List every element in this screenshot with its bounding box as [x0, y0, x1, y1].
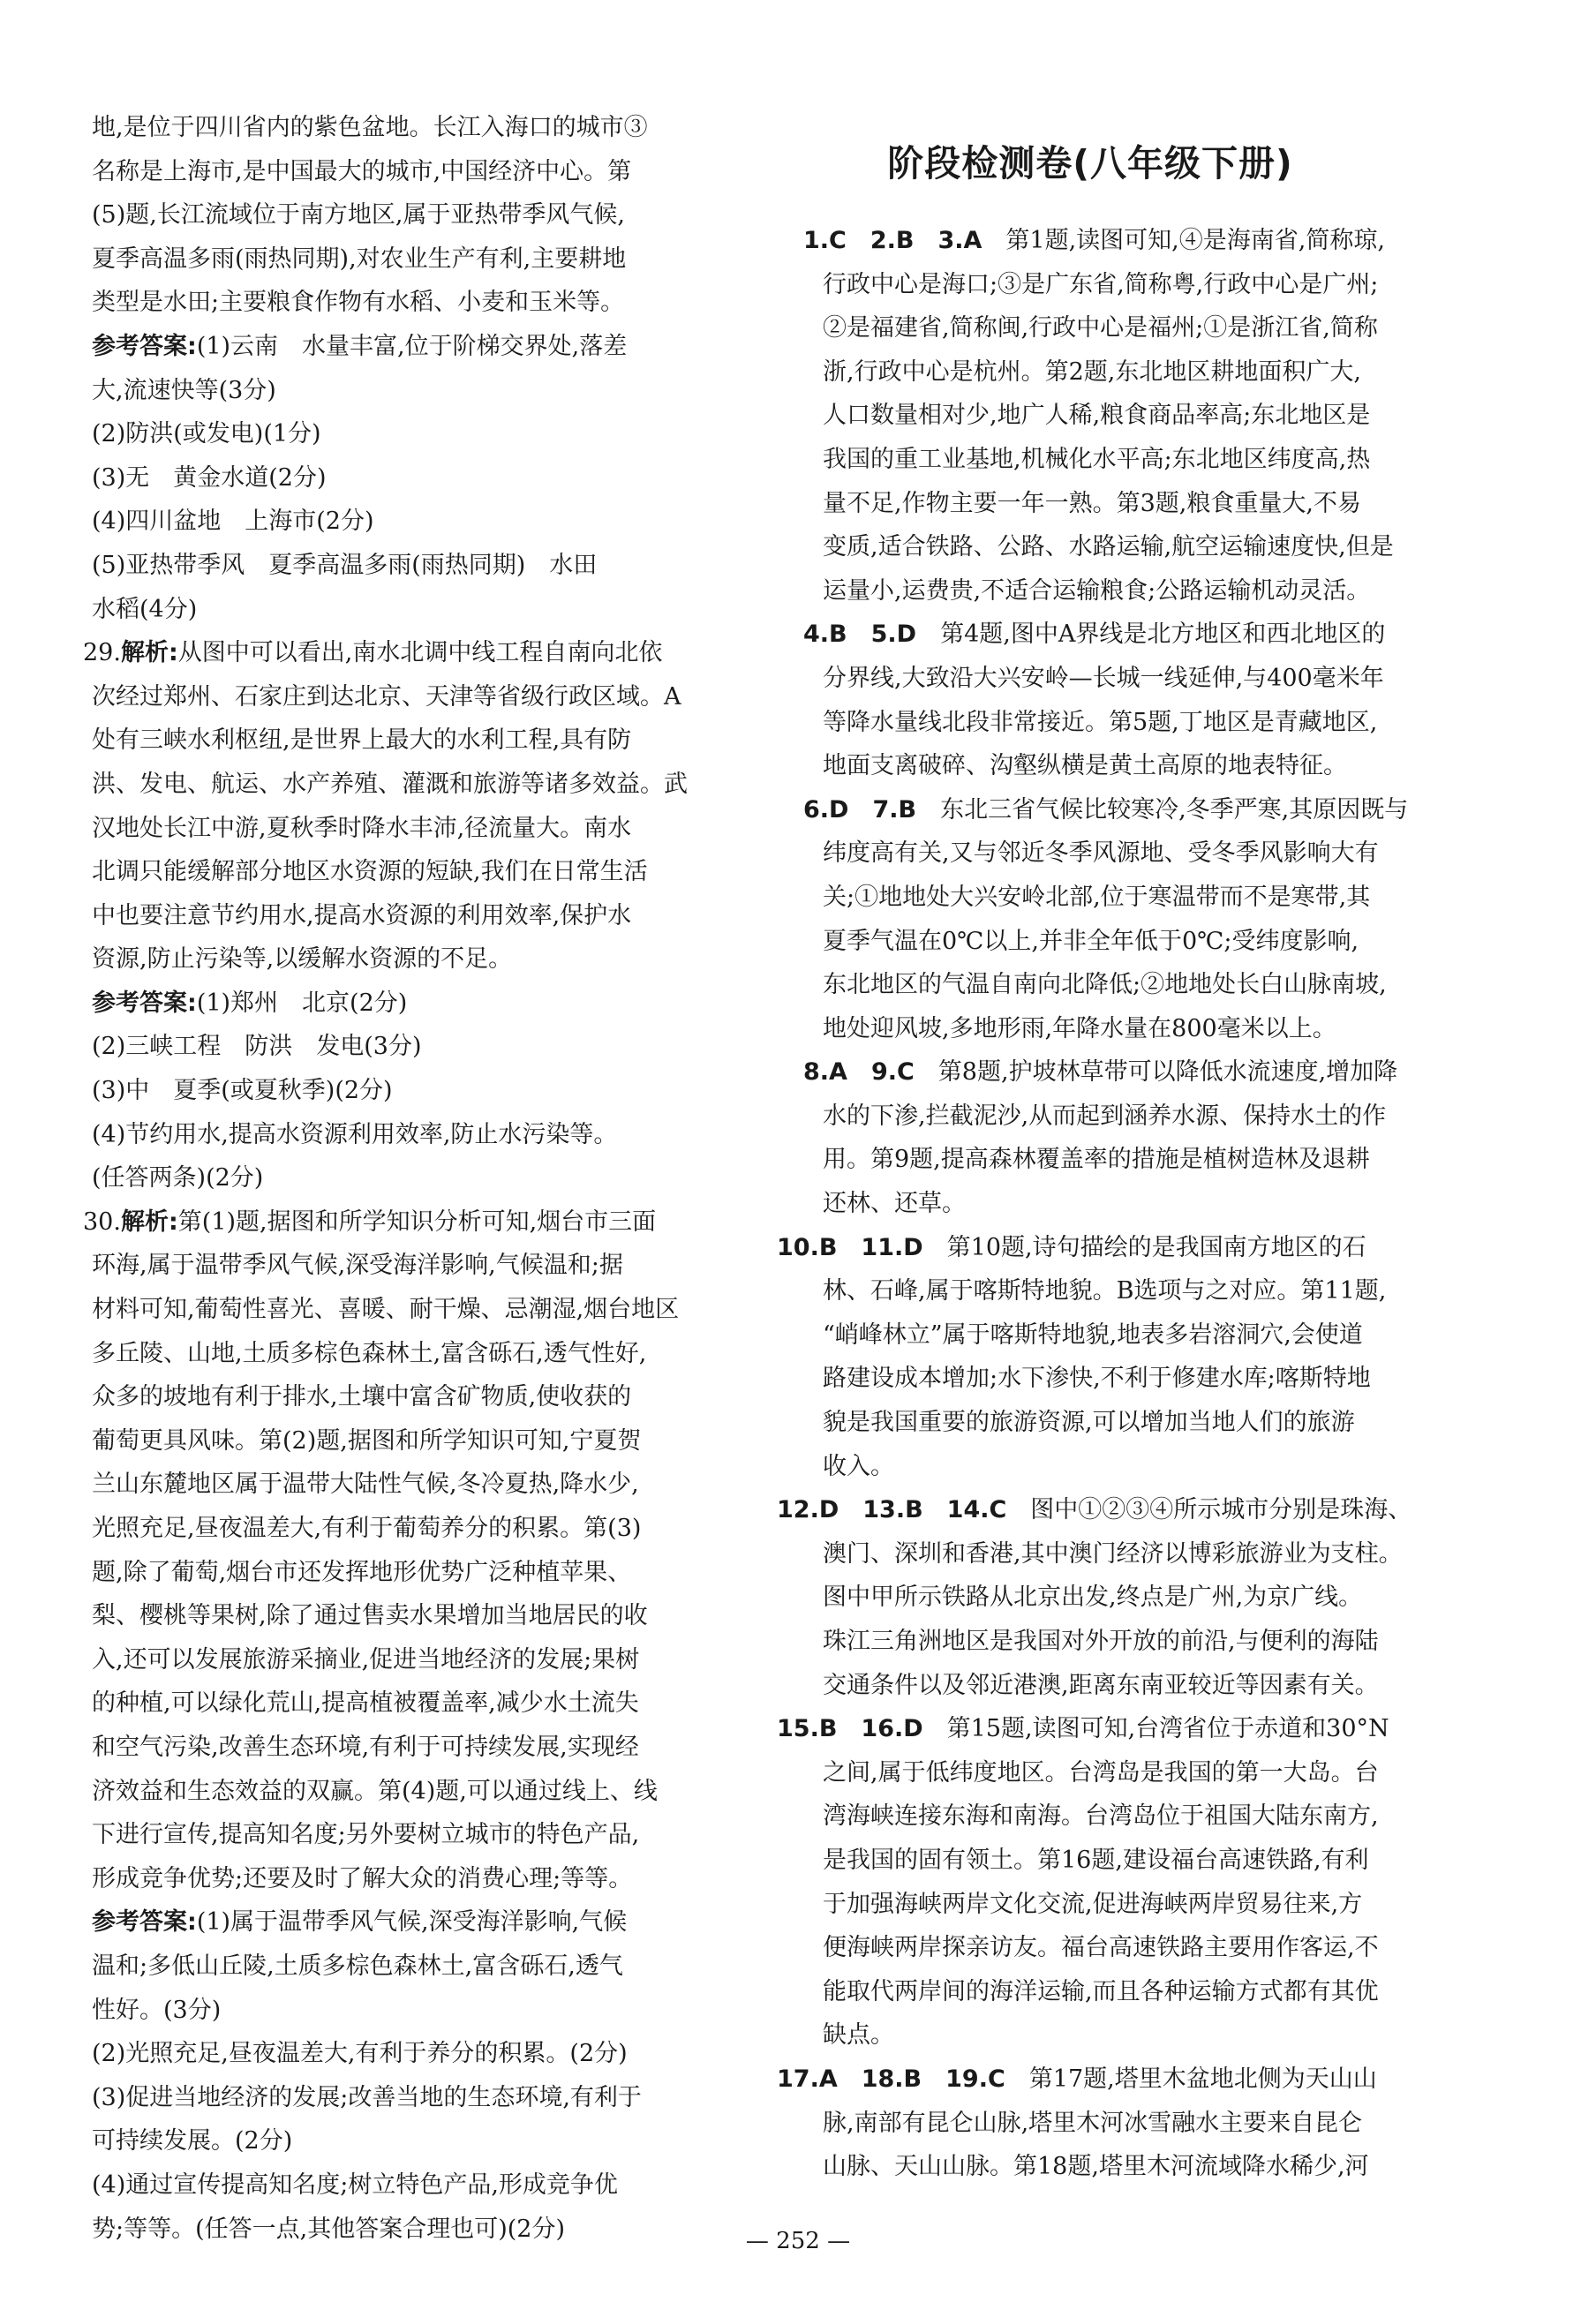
- line-text: 水稻(4分): [92, 595, 198, 623]
- text-line: [768, 876, 1412, 920]
- bold-label: 10.B 11.D: [777, 1233, 923, 1261]
- text-line: [768, 394, 1412, 438]
- line-text: 东北三省气候比较寒冷,冬季严寒,其原因既与: [916, 795, 1409, 824]
- line-text: 第(1)题,据图和所学知识分析可知,烟台市三面: [177, 1207, 657, 1236]
- line-text: 能取代两岸间的海洋运输,而且各种运输方式都有其优: [823, 1977, 1379, 2005]
- line-text: 从图中可以看出,南水北调中线工程自南向北依: [177, 639, 663, 667]
- line-text: 我国的重工业基地,机械化水平高;东北地区纬度高,热: [823, 445, 1371, 473]
- line-text: 运量小,运费贵,不适合运输粮食;公路运输机动灵活。: [823, 576, 1371, 605]
- line-text: (1)郑州 北京(2分): [196, 989, 408, 1017]
- text-line: [83, 369, 696, 413]
- text-line: [83, 325, 696, 369]
- right-column: [768, 219, 1412, 2189]
- text-line: [83, 1244, 696, 1288]
- line-text: 珠江三角洲地区是我国对外开放的前沿,与便利的海陆: [823, 1628, 1379, 1655]
- bold-label: 解析:: [120, 639, 178, 667]
- text-line: [83, 588, 696, 632]
- text-line: [83, 1900, 696, 1945]
- text-line: [768, 1532, 1412, 1576]
- text-line: [83, 1069, 696, 1113]
- bold-label: 参考答案:: [92, 989, 197, 1017]
- line-text: (3)促进当地经济的发展;改善当地的生态环境,有利于: [92, 2083, 642, 2111]
- line-text: (4)通过宣传提高知名度;树立特色产品,形成竞争优: [92, 2170, 618, 2199]
- text-line: [83, 1156, 696, 1200]
- text-line: [768, 963, 1412, 1007]
- text-line: [83, 763, 696, 807]
- text-line: [83, 894, 696, 938]
- line-text: 分界线,大致沿大兴安岭—长城一线延伸,与400毫米年: [823, 664, 1384, 692]
- text-line: [768, 1620, 1412, 1664]
- line-text: 性好。(3分): [92, 1996, 222, 2024]
- text-line: [768, 1926, 1412, 1970]
- line-text: 地面支离破碎、沟壑纵横是黄土高原的地表特征。: [823, 752, 1347, 780]
- line-text: 环海,属于温带季风气候,深受海洋影响,气候温和;据: [92, 1252, 623, 1280]
- text-line: [768, 2058, 1412, 2102]
- line-text: 材料可知,葡萄性喜光、喜暖、耐干燥、忌潮湿,烟台地区: [92, 1296, 680, 1324]
- text-line: [768, 1357, 1412, 1401]
- text-line: [768, 569, 1412, 613]
- line-text: 汉地处长江中游,夏秋季时降水丰沛,径流量大。南水: [92, 814, 632, 842]
- line-text: (2)防洪(或发电)(1分): [92, 420, 321, 448]
- line-text: 下进行宣传,提高知名度;另外要树立城市的特色产品,: [92, 1821, 640, 1849]
- line-text: (1)属于温带季风气候,深受海洋影响,气候: [196, 1908, 628, 1937]
- text-line: [83, 807, 696, 851]
- bold-label: 1.C 2.B 3.A: [803, 227, 982, 254]
- line-text: (4)四川盆地 上海市(2分): [92, 508, 374, 536]
- line-text: 形成竞争优势;还要及时了解大众的消费心理;等等。: [92, 1864, 633, 1892]
- bold-label: 12.D 13.B 14.C: [777, 1496, 1007, 1524]
- text-line: [768, 2102, 1412, 2146]
- line-text: 山脉、天山山脉。第18题,塔里木河流域降水稀少,河: [823, 2153, 1369, 2181]
- page-number: — 252 —: [745, 2228, 851, 2254]
- text-line: [83, 1507, 696, 1551]
- text-line: [83, 500, 696, 544]
- line-text: 脉,南部有昆仑山脉,塔里木河冰雪融水主要来自昆仑: [823, 2109, 1363, 2137]
- line-text: “峭峰林立”属于喀斯特地貌,地表多岩溶洞穴,会使道: [823, 1320, 1363, 1349]
- line-text: 第17题,塔里木盆地北侧为天山山: [1005, 2065, 1377, 2093]
- line-text: 光照充足,昼夜温差大,有利于葡萄养分的积累。第(3): [92, 1515, 642, 1542]
- text-line: [768, 831, 1412, 876]
- text-line: [768, 1794, 1412, 1839]
- line-text: 入,还可以发展旅游采摘业,促进当地经济的发展;果树: [92, 1645, 640, 1674]
- line-text: 北调只能缓解部分地区水资源的短缺,我们在日常生活: [92, 858, 648, 886]
- text-line: [768, 1007, 1412, 1051]
- line-text: 交通条件以及邻近港澳,距离东南亚较近等因素有关。: [823, 1671, 1379, 1699]
- text-line: [768, 1313, 1412, 1358]
- line-text: 水的下渗,拦截泥沙,从而起到涵养水源、保持水土的作: [823, 1102, 1387, 1130]
- line-text: 貌是我国重要的旅游资源,可以增加当地人们的旅游: [823, 1409, 1355, 1437]
- text-line: [768, 1970, 1412, 2014]
- line-text: 于加强海峡两岸文化交流,促进海峡两岸贸易往来,方: [823, 1890, 1363, 1918]
- line-text: 图中①②③④所示城市分别是珠海、: [1006, 1496, 1412, 1524]
- text-line: [768, 1488, 1412, 1532]
- line-text: 湾海峡连接东海和南海。台湾岛位于祖国大陆东南方,: [823, 1802, 1379, 1831]
- line-text: 人口数量相对少,地广人稀,粮食商品率高;东北地区是: [823, 402, 1371, 430]
- bold-label: 4.B 5.D: [803, 621, 917, 649]
- line-text: 之间,属于低纬度地区。台湾岛是我国的第一大岛。台: [823, 1758, 1379, 1787]
- line-text: 温和;多低山丘陵,土质多棕色森林土,富含砾石,透气: [92, 1952, 623, 1980]
- line-text: 澳门、深圳和香港,其中澳门经济以博彩旅游业为支柱。: [823, 1539, 1403, 1568]
- text-line: [83, 1288, 696, 1332]
- line-text: 关;①地地处大兴安岭北部,位于寒温带而不是寒带,其: [823, 883, 1371, 911]
- bold-label: 参考答案:: [92, 332, 197, 360]
- text-line: [83, 1332, 696, 1376]
- line-text: (1)云南 水量丰富,位于阶梯交界处,落差: [196, 332, 628, 360]
- line-text: 地,是位于四川省内的紫色盆地。长江入海口的城市③: [92, 114, 648, 141]
- bold-label: 6.D 7.B: [803, 795, 917, 824]
- text-line: [768, 1138, 1412, 1182]
- line-text: 变质,适合铁路、公路、水路运输,航空运输速度快,但是: [823, 533, 1394, 561]
- text-line: [83, 237, 696, 282]
- line-text: 处有三峡水利枢纽,是世界上最大的水利工程,具有防: [92, 726, 632, 755]
- line-text: ②是福建省,简称闽,行政中心是福州;①是浙江省,简称: [823, 314, 1378, 342]
- line-text: 纬度高有关,又与邻近冬季风源地、受冬季风影响大有: [823, 839, 1379, 868]
- text-line: [768, 1050, 1412, 1095]
- text-line: [83, 193, 696, 237]
- text-line: [768, 2145, 1412, 2189]
- line-text: 夏季气温在0℃以上,并非全年低于0℃;受纬度影响,: [823, 927, 1359, 955]
- text-line: [83, 2076, 696, 2120]
- text-line: [83, 281, 696, 325]
- line-text: 地处迎风坡,多地形雨,年降水量在800毫米以上。: [823, 1014, 1336, 1042]
- text-line: [768, 1664, 1412, 1708]
- line-text: 图中甲所示铁路从北京出发,终点是广州,为京广线。: [823, 1584, 1363, 1612]
- text-line: [768, 1445, 1412, 1489]
- line-text: 缺点。: [823, 2021, 894, 2050]
- line-text: 第15题,读图可知,台湾省位于赤道和30°N: [922, 1715, 1389, 1743]
- line-text: (4)节约用水,提高水资源利用效率,防止水污染等。: [92, 1120, 618, 1148]
- text-line: [83, 1025, 696, 1069]
- bold-label: 8.A 9.C: [803, 1058, 915, 1087]
- line-text: 兰山东麓地区属于温带大陆性气候,冬冷夏热,降水少,: [92, 1471, 639, 1499]
- text-line: [83, 2119, 696, 2163]
- question-number: 29.: [83, 639, 121, 667]
- line-text: 便海峡两岸探亲访友。福台高速铁路主要用作客运,不: [823, 1934, 1379, 1962]
- line-text: 大,流速快等(3分): [92, 376, 276, 404]
- line-text: (2)光照充足,昼夜温差大,有利于养分的积累。(2分): [92, 2040, 628, 2068]
- text-line: [83, 2032, 696, 2076]
- line-text: 第4题,图中A界线是北方地区和西北地区的: [916, 621, 1386, 649]
- text-line: [83, 106, 696, 150]
- line-text: 众多的坡地有利于排水,土壤中富含矿物质,使收获的: [92, 1383, 632, 1411]
- line-text: 次经过郑州、石家庄到达北京、天津等省级行政区域。A: [92, 682, 681, 711]
- text-line: [768, 1401, 1412, 1445]
- text-line: [83, 1813, 696, 1857]
- text-line: [768, 1707, 1412, 1751]
- text-line: [83, 850, 696, 894]
- text-line: [83, 982, 696, 1026]
- text-line: [83, 1945, 696, 1989]
- line-text: 的种植,可以绿化荒山,提高植被覆盖率,减少水土流失: [92, 1689, 639, 1718]
- line-text: 等降水量线北段非常接近。第5题,丁地区是青藏地区,: [823, 708, 1378, 736]
- text-line: [83, 1200, 696, 1245]
- line-text: (5)题,长江流域位于南方地区,属于亚热带季风气候,: [92, 201, 625, 229]
- text-line: [83, 631, 696, 675]
- text-line: [768, 701, 1412, 745]
- text-line: [768, 613, 1412, 657]
- text-line: [768, 306, 1412, 350]
- line-text: 多丘陵、山地,土质多棕色森林土,富含砾石,透气性好,: [92, 1339, 647, 1367]
- text-line: [83, 718, 696, 763]
- line-text: (任答两条)(2分): [92, 1164, 264, 1192]
- text-line: [768, 657, 1412, 701]
- line-text: 夏季高温多雨(雨热同期),对农业生产有利,主要耕地: [92, 244, 627, 273]
- line-text: 梨、樱桃等果树,除了通过售卖水果增加当地居民的收: [92, 1602, 648, 1630]
- line-text: (3)无 黄金水道(2分): [92, 463, 327, 492]
- text-line: [83, 1375, 696, 1419]
- text-line: [83, 675, 696, 719]
- text-line: [768, 482, 1412, 526]
- line-text: 类型是水田;主要粮食作物有水稻、小麦和玉米等。: [92, 289, 625, 317]
- text-line: [83, 1726, 696, 1770]
- line-text: 第1题,读图可知,④是海南省,简称琼,: [982, 227, 1385, 254]
- text-line: [83, 1419, 696, 1463]
- text-line: [768, 525, 1412, 569]
- line-text: 第8题,护坡林草带可以降低水流速度,增加降: [914, 1058, 1398, 1087]
- text-line: [768, 219, 1412, 263]
- line-text: (5)亚热带季风 夏季高温多雨(雨热同期) 水田: [92, 551, 598, 579]
- bold-label: 解析:: [120, 1207, 178, 1236]
- line-text: (3)中 夏季(或夏秋季)(2分): [92, 1077, 393, 1105]
- line-text: 浙,行政中心是杭州。第2题,东北地区耕地面积广大,: [823, 357, 1361, 386]
- line-text: 收入。: [823, 1452, 894, 1480]
- page-title: 阶段检测卷(八年级下册): [887, 142, 1293, 184]
- text-line: [768, 1269, 1412, 1313]
- line-text: 题,除了葡萄,烟台市还发挥地形优势广泛种植苹果、: [92, 1558, 632, 1586]
- text-line: [83, 1989, 696, 2033]
- line-text: 第10题,诗句描绘的是我国南方地区的石: [922, 1233, 1366, 1261]
- text-line: [83, 1594, 696, 1638]
- text-line: [768, 744, 1412, 788]
- text-line: [83, 412, 696, 456]
- line-text: 路建设成本增加;水下渗快,不利于修建水库;喀斯特地: [823, 1365, 1371, 1393]
- text-line: [83, 456, 696, 500]
- line-text: 济效益和生态效益的双赢。第(4)题,可以通过线上、线: [92, 1777, 658, 1805]
- text-line: [768, 788, 1412, 832]
- text-line: [83, 2163, 696, 2208]
- text-line: [83, 937, 696, 982]
- text-line: [83, 1463, 696, 1507]
- line-text: 和空气污染,改善生态环境,有利于可持续发展,实现经: [92, 1733, 639, 1761]
- text-line: [768, 1839, 1412, 1883]
- text-line: [83, 1857, 696, 1901]
- text-line: [83, 1113, 696, 1157]
- text-line: [768, 350, 1412, 395]
- line-text: 葡萄更具风味。第(2)题,据图和所学知识可知,宁夏贺: [92, 1426, 642, 1455]
- line-text: 用。第9题,提高森林覆盖率的措施是植树造林及退耕: [823, 1146, 1370, 1174]
- text-line: [768, 1751, 1412, 1795]
- line-text: (2)三峡工程 防洪 发电(3分): [92, 1033, 422, 1061]
- text-line: [768, 1095, 1412, 1139]
- text-line: [83, 1551, 696, 1595]
- line-text: 行政中心是海口;③是广东省,简称粤,行政中心是广州;: [823, 270, 1379, 298]
- line-text: 资源,防止污染等,以缓解水资源的不足。: [92, 945, 513, 974]
- text-line: [768, 2013, 1412, 2058]
- text-line: [83, 1770, 696, 1814]
- text-line: [768, 920, 1412, 964]
- line-text: 势;等等。(任答一点,其他答案合理也可)(2分): [92, 2215, 565, 2243]
- line-text: 还林、还草。: [823, 1190, 966, 1218]
- bold-label: 参考答案:: [92, 1908, 197, 1937]
- question-number: 30.: [83, 1207, 121, 1236]
- line-text: 是我国的固有领土。第16题,建设福台高速铁路,有利: [823, 1846, 1369, 1874]
- text-line: [768, 263, 1412, 307]
- left-column: [83, 106, 696, 2251]
- text-line: [83, 544, 696, 588]
- line-text: 林、石峰,属于喀斯特地貌。B选项与之对应。第11题,: [823, 1277, 1387, 1305]
- line-text: 名称是上海市,是中国最大的城市,中国经济中心。第: [92, 157, 632, 185]
- text-line: [768, 1182, 1412, 1226]
- line-text: 可持续发展。(2分): [92, 2127, 293, 2155]
- line-text: 中也要注意节约用水,提高水资源的利用效率,保护水: [92, 901, 632, 929]
- line-text: 东北地区的气温自南向北降低;②地地处长白山脉南坡,: [823, 971, 1387, 999]
- bold-label: 15.B 16.D: [777, 1715, 923, 1743]
- text-line: [83, 1638, 696, 1682]
- bold-label: 17.A 18.B 19.C: [777, 2065, 1005, 2093]
- text-line: [768, 1226, 1412, 1270]
- text-line: [768, 1576, 1412, 1620]
- text-line: [83, 1681, 696, 1726]
- line-text: 洪、发电、航运、水产养殖、灌溉和旅游等诸多效益。武: [92, 770, 688, 798]
- line-text: 量不足,作物主要一年一熟。第3题,粮食重量大,不易: [823, 489, 1361, 517]
- text-line: [83, 150, 696, 194]
- text-line: [768, 438, 1412, 482]
- text-line: [768, 1883, 1412, 1927]
